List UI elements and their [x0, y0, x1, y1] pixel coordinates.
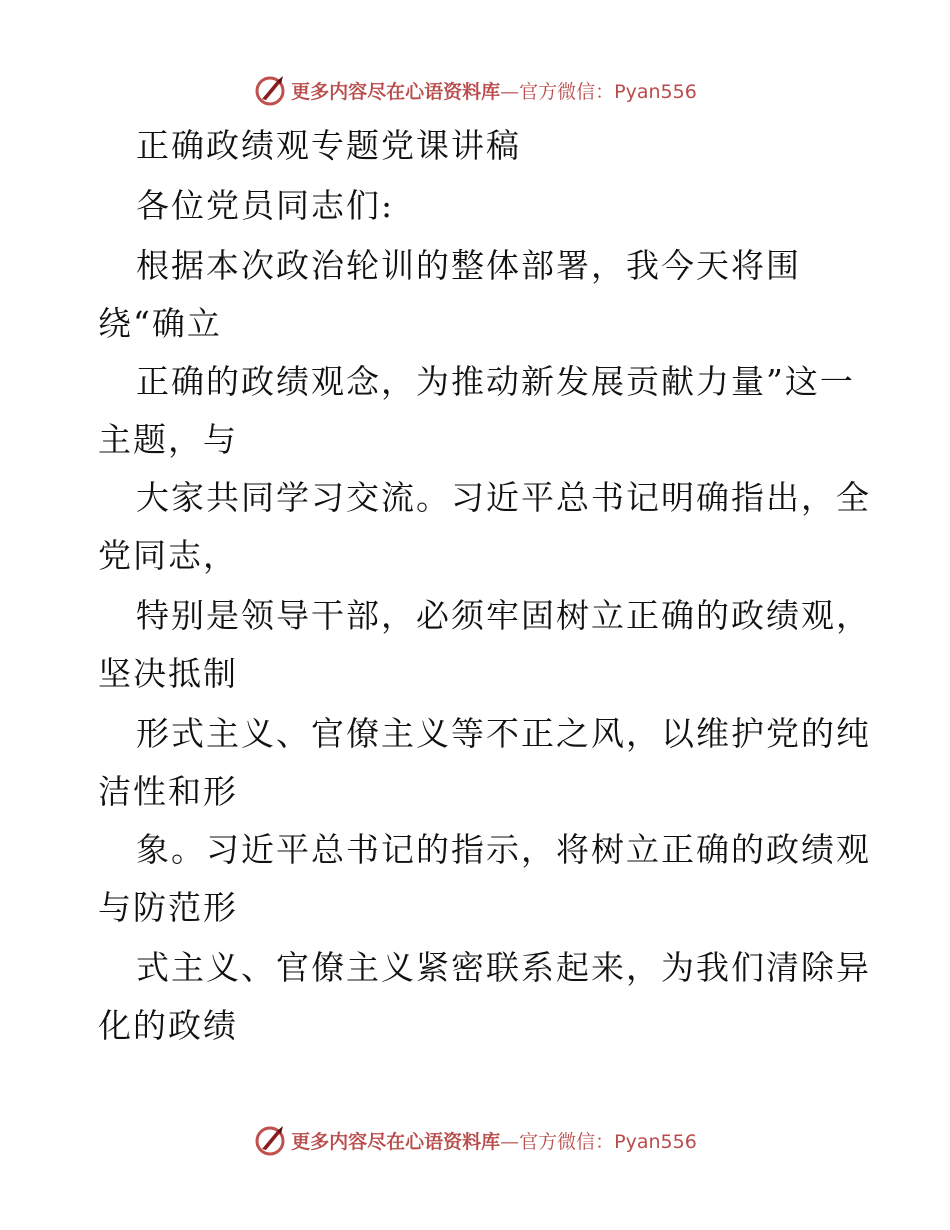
banner-main-text: 更多内容尽在心语资料库 — [291, 80, 501, 103]
paragraph-line: 正确的政绩观念，为推动新发展贡献力量”这一 — [136, 362, 855, 401]
banner-contact-text: 官方微信：Pyan556 — [519, 80, 697, 103]
paragraph-line: 式主义、官僚主义紧密联系起来，为我们清除异 — [136, 948, 871, 987]
salutation: 各位党员同志们: — [136, 186, 395, 225]
paragraph-line: 坚决抵制 — [98, 654, 238, 693]
paragraph-line: 洁性和形 — [98, 772, 238, 811]
paragraph-line: 大家共同学习交流。习近平总书记明确指出，全 — [136, 478, 871, 517]
paragraph-line: 象。习近平总书记的指示，将树立正确的政绩观 — [136, 830, 871, 869]
paragraph-line: 党同志， — [98, 536, 238, 575]
paragraph-line: 特别是领导干部，必须牢固树立正确的政绩观， — [136, 596, 871, 635]
header-watermark-banner — [0, 70, 950, 110]
paragraph-line: 绕“确立 — [98, 304, 222, 343]
banner-contact-text: 官方微信：Pyan556 — [519, 1130, 697, 1153]
banner-dash: — — [500, 1130, 520, 1153]
banner-main-text: 更多内容尽在心语资料库 — [291, 1130, 501, 1153]
banner-dash: — — [500, 80, 520, 103]
document-title: 正确政绩观专题党课讲稿 — [136, 126, 521, 165]
footer-watermark-banner — [0, 1120, 950, 1160]
paragraph-line: 形式主义、官僚主义等不正之风，以维护党的纯 — [136, 714, 871, 753]
paragraph-line: 主题，与 — [98, 420, 238, 459]
paragraph-line: 与防范形 — [98, 888, 238, 927]
paragraph-line: 化的政绩 — [98, 1006, 238, 1045]
feather-pen-logo-icon — [253, 73, 287, 107]
paragraph-line: 根据本次政治轮训的整体部署，我今天将围 — [136, 246, 801, 285]
feather-pen-logo-icon — [253, 1123, 287, 1157]
